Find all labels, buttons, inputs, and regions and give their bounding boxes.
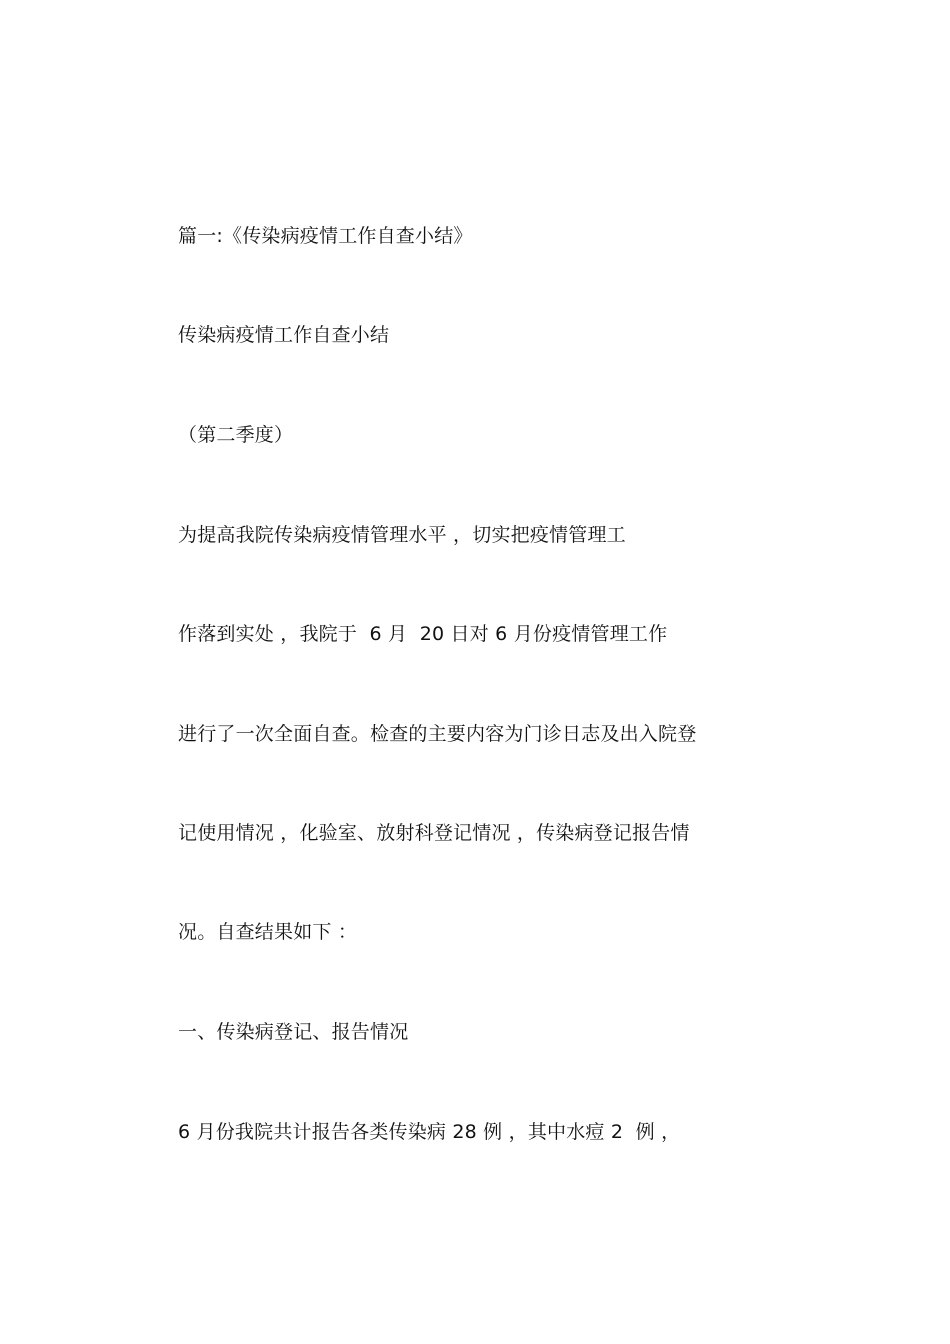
paragraph-line: 进行了一次全面自查。检查的主要内容为门诊日志及出入院登 xyxy=(178,723,697,745)
paragraph-line: 作落到实处 ，我院于 6 月 20 日对 6 月份疫情管理工作 xyxy=(178,623,668,645)
paragraph-line: 为提高我院传染病疫情管理水平 ，切实把疫情管理工 xyxy=(178,524,626,546)
paragraph-line: 况。自查结果如下 ： xyxy=(178,921,358,943)
paragraph-line: 记使用情况 ，化验室、放射科登记情况 ，传染病登记报告情 xyxy=(178,822,690,844)
document-title: 传染病疫情工作自查小结 xyxy=(178,324,390,346)
paragraph-line: 6 月份我院共计报告各类传染病 28 例 ，其中水痘 2 例 ， xyxy=(178,1121,681,1143)
document-subtitle: （第二季度） xyxy=(178,424,294,446)
section-heading: 一、传染病登记、报告情况 xyxy=(178,1021,409,1043)
document-heading: 篇一:《传染病疫情工作自查小结》 xyxy=(178,225,473,247)
